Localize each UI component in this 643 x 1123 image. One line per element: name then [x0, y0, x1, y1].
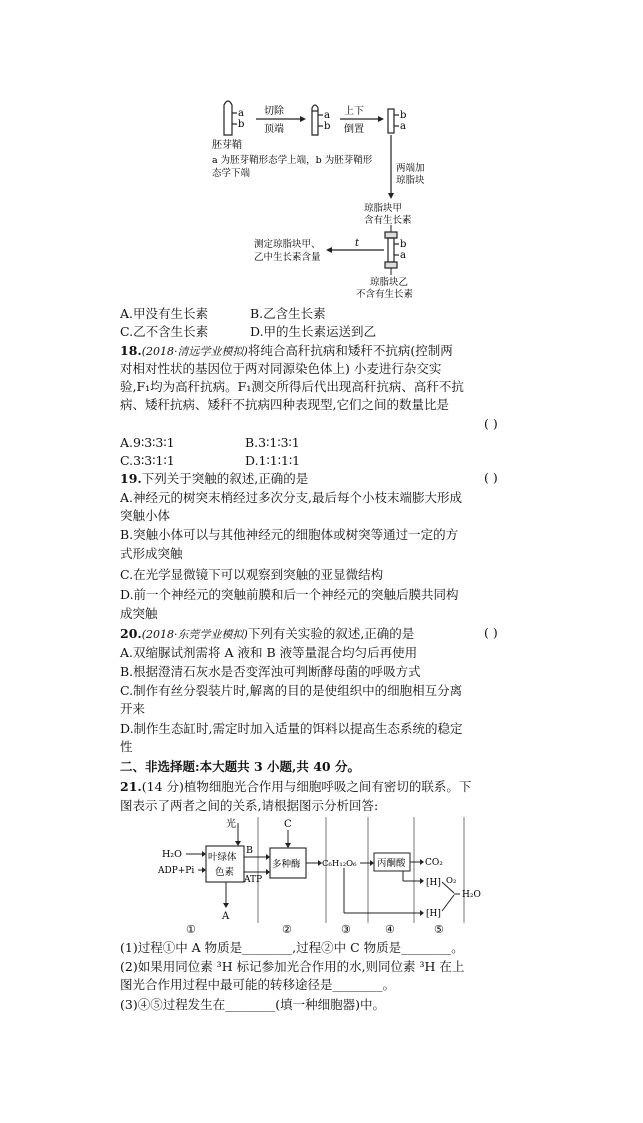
q19-a-line1: A.神经元的树突末梢经过多次分支,最后每个小枝末端膨大形成 [120, 490, 462, 505]
top-block-line2: 含有生长素 [364, 215, 412, 226]
label-C: C [284, 819, 292, 830]
q18-line2: 对相对性状的基因位于两对同源染色体上) 小麦进行杂交实 [120, 361, 442, 376]
measure-line1: 测定琼脂块甲、 [254, 239, 321, 250]
q19-a-line2: 突触小体 [120, 508, 171, 523]
note-line1: a 为胚芽鞘形态学上端，b 为胚芽鞘形 [212, 155, 373, 166]
q20-stem [120, 625, 414, 643]
pyruvate-label: 丙酮酸 [377, 858, 406, 869]
coleoptile-cut [312, 105, 323, 135]
h-upper: [H] [426, 878, 441, 888]
q21-sub3: (3)④⑤过程发生在________(填一种细胞器)中。 [120, 997, 385, 1012]
q20-d-line2: 性 [120, 739, 133, 754]
q17-option-c: C.乙不含生长素 [120, 324, 209, 339]
fig1-a-2: a [324, 110, 330, 121]
photosynthesis-respiration-diagram [158, 815, 498, 935]
q18-stem-1: 将纯合高秆抗病和矮秆不抗病(控制两 [247, 343, 453, 358]
arrow-t: t [355, 238, 360, 249]
q20-answer-paren: ( ) [484, 625, 498, 640]
q20-source: (2018·东莞学业模拟) [141, 628, 248, 641]
q19-stem-text: 下列关于突触的叙述,正确的是 [141, 471, 309, 486]
q19-c-line1: C.在光学显微镜下可以观察到突触的亚显微结构 [120, 567, 384, 582]
q18-option-c: C.3∶3∶1∶1 [120, 453, 175, 468]
step2-top: 上下 [344, 106, 364, 117]
q21-stem-2: 图表示了两者之间的关系,请根据图示分析回答: [120, 798, 379, 813]
q19-answer-paren: ( ) [484, 470, 498, 485]
label-B: B [246, 845, 253, 856]
q21-stem-1 [120, 778, 471, 795]
adp-input: ADP+Pi [158, 866, 195, 876]
fig1-a-3: a [400, 121, 406, 132]
fig1-b-4: b [400, 239, 407, 250]
measure-line2: 乙中生长素含量 [254, 252, 321, 263]
q18-line4: 病、矮秆抗病、矮秆不抗病四种表现型,它们之间的数量比是 [120, 397, 449, 412]
q21-score: (14 分) [141, 779, 184, 794]
q18-number: 18. [120, 343, 142, 358]
bottom-block-line2: 不含有生长素 [356, 289, 414, 300]
bottom-block-line1: 琼脂块乙 [370, 277, 409, 288]
q19-number: 19. [120, 471, 142, 486]
seedling-label: 胚芽鞘 [212, 140, 242, 151]
q17-option-a: A.甲没有生长素 [120, 306, 209, 321]
light-label: 光 [226, 819, 236, 830]
q18-answer-paren: ( ) [484, 416, 498, 431]
coleoptile-intact [224, 101, 237, 135]
q20-d-line1: D.制作生态缸时,需定时加入适量的饵料以提高生态系统的稳定 [120, 721, 463, 736]
enzyme-label: 多种酶 [272, 859, 301, 870]
co2-label: CO₂ [425, 858, 443, 868]
note-line2: 态学下端 [212, 168, 251, 179]
coleoptile-diagram [200, 95, 460, 305]
process-1: ① [186, 923, 196, 935]
step2-bottom: 倒置 [344, 124, 364, 135]
h-lower: [H] [426, 909, 441, 919]
q20-stem-text: 下列有关实验的叙述,正确的是 [247, 626, 415, 641]
side-line1: 两端加 [396, 163, 425, 174]
process-2: ② [282, 923, 292, 935]
process-4: ④ [385, 923, 395, 935]
o2-label: O₂ [446, 876, 457, 886]
h2o-output: H₂O [462, 890, 481, 900]
q21-sub2-line1: (2)如果用同位素 ³H 标记参加光合作用的水,则同位素 ³H 在上 [120, 959, 465, 974]
q19-d-line1: D.前一个神经元的突触前膜和后一个神经元的突触后膜共同构 [120, 587, 459, 602]
top-block-line1: 琼脂块甲 [364, 203, 403, 214]
fig1-b-2: b [324, 121, 331, 132]
q21-sub1: (1)过程①中 A 物质是________,过程②中 C 物质是________。 [120, 940, 464, 955]
q18-option-b: B.3∶1∶3∶1 [245, 435, 300, 450]
q18-line3: 验,F₁均为高秆抗病。F₁测交所得后代出现高秆抗病、高秆不抗 [120, 379, 464, 394]
q19-b-line2: 式形成突触 [120, 546, 183, 561]
glucose-label: C₆H₁₂O₆ [322, 859, 357, 869]
fig1-a-1: a [238, 108, 244, 119]
atp-label: ATP [244, 875, 263, 885]
h2o-input: H₂O [162, 849, 182, 860]
label-A: A [222, 911, 230, 922]
q18-source: (2018·清远学业模拟) [141, 345, 248, 358]
pigment-label: 色素 [215, 867, 235, 878]
side-line2: 琼脂块 [396, 175, 425, 186]
q21-stem-text-1: 植物细胞光合作用与细胞呼吸之间有密切的联系。下 [183, 779, 472, 794]
fig1-b-1: b [238, 119, 245, 130]
step1-top: 切除 [264, 106, 284, 117]
q19-b-line1: B.突触小体可以与其他神经元的细胞体或树突等通过一定的方 [120, 527, 459, 542]
segment-inverted [388, 109, 399, 133]
q20-b-line1: B.根据澄清石灰水是否变浑浊可判断酵母菌的呼吸方式 [120, 664, 421, 679]
q19-stem [120, 470, 308, 487]
section-title: 二、非选择题:本大题共 3 小题,共 40 分。 [120, 759, 360, 774]
q18-option-a: A.9∶3∶3∶1 [120, 435, 175, 450]
fig1-b-3: b [400, 110, 407, 121]
chloroplast-label: 叶绿体 [208, 852, 237, 863]
process-3: ③ [341, 923, 351, 935]
q18-option-d: D.1∶1∶1∶1 [245, 453, 301, 468]
q20-c-line2: 开来 [120, 701, 146, 716]
q17-option-d: D.甲的生长素运送到乙 [250, 324, 377, 339]
step1-bottom: 顶端 [264, 124, 284, 135]
q21-sub2-line2: 图光合作用过程中最可能的转移途径是________。 [120, 977, 396, 992]
q20-c-line1: C.制作有丝分裂装片时,解离的目的是使组织中的细胞相互分离 [120, 683, 463, 698]
fig1-a-4: a [400, 250, 406, 261]
segment-with-agar-blocks [385, 232, 399, 268]
q18-line1 [120, 342, 453, 360]
q19-d-line2: 成突触 [120, 606, 158, 621]
q20-a-line1: A.双缩脲试剂需将 A 液和 B 液等量混合均匀后再使用 [120, 645, 418, 660]
q17-option-b: B.乙含生长素 [250, 306, 326, 321]
q20-number: 20. [120, 626, 142, 641]
q21-number: 21. [120, 779, 142, 794]
process-5: ⑤ [434, 923, 444, 935]
